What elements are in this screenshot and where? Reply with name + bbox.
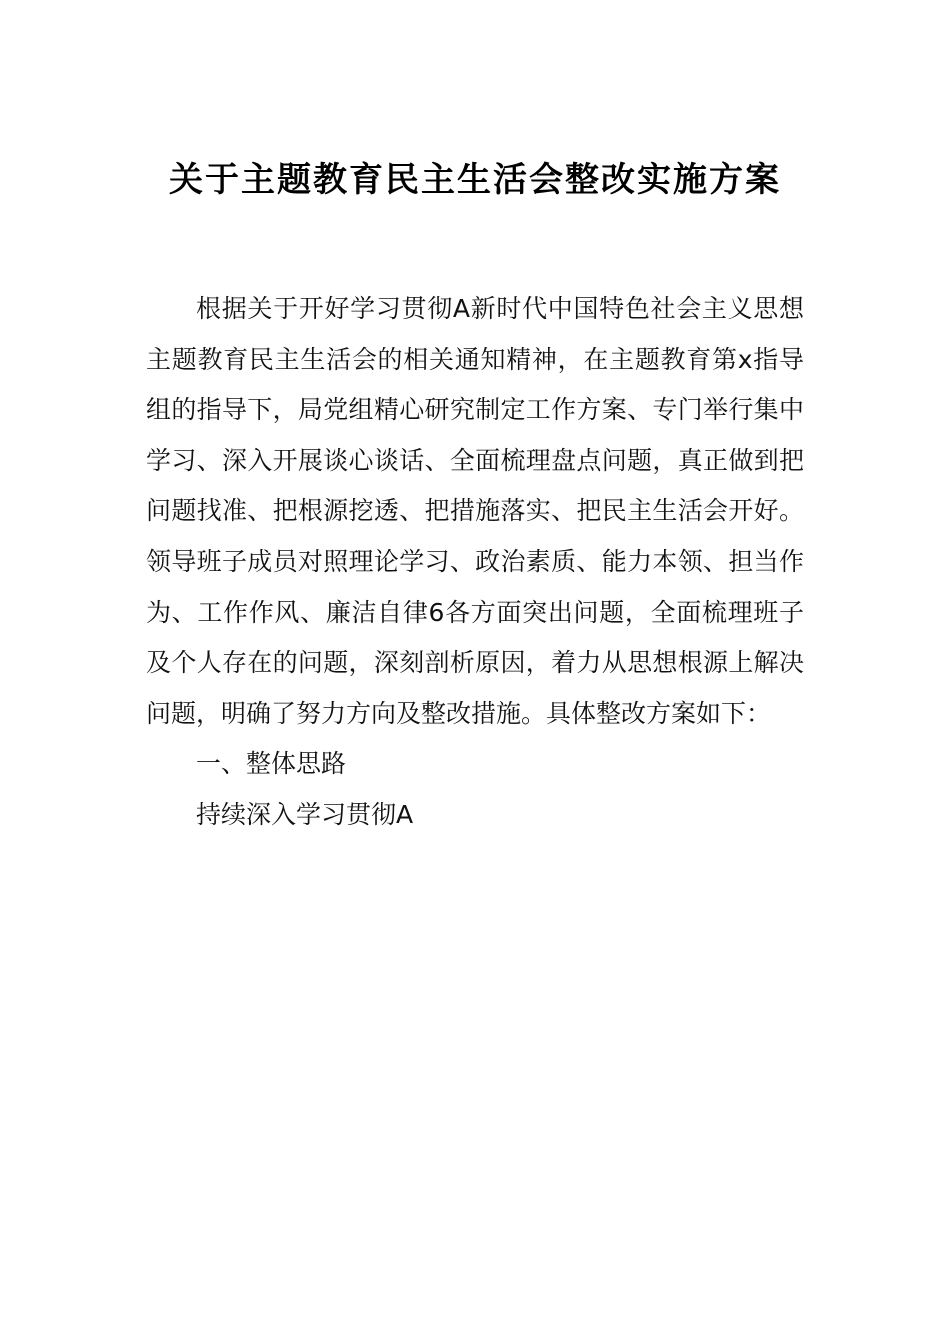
section-heading: 一、整体思路 [196, 749, 347, 779]
intro-paragraph: 根据关于开好学习贯彻A新时代中国特色社会主义思想主题教育民主生活会的相关通知精神，在主题教育第x指导组的指导下，局党组精心研究制定工作方案、专门举行集中学习、深入开展谈心谈话、全面梳理盘点问题，真正做到把问题找准、把根源挖透、把措施落实、把民主生活会开好。领导班子成员对照理论学习、政治素质、能力本领、担当作为、工作作风、廉洁自律6各方面突出问题，全面梳理班子及个人存在的问题，深刻剖析原因，着力从思想根源上解决问题，明确了努力方向及整改措施。具体整改方案如下： [146, 294, 804, 728]
document-body [146, 284, 804, 841]
section-paragraph: 持续深入学习贯彻A [196, 799, 414, 829]
document-title: 关于主题教育民主生活会整改实施方案 [169, 160, 781, 200]
